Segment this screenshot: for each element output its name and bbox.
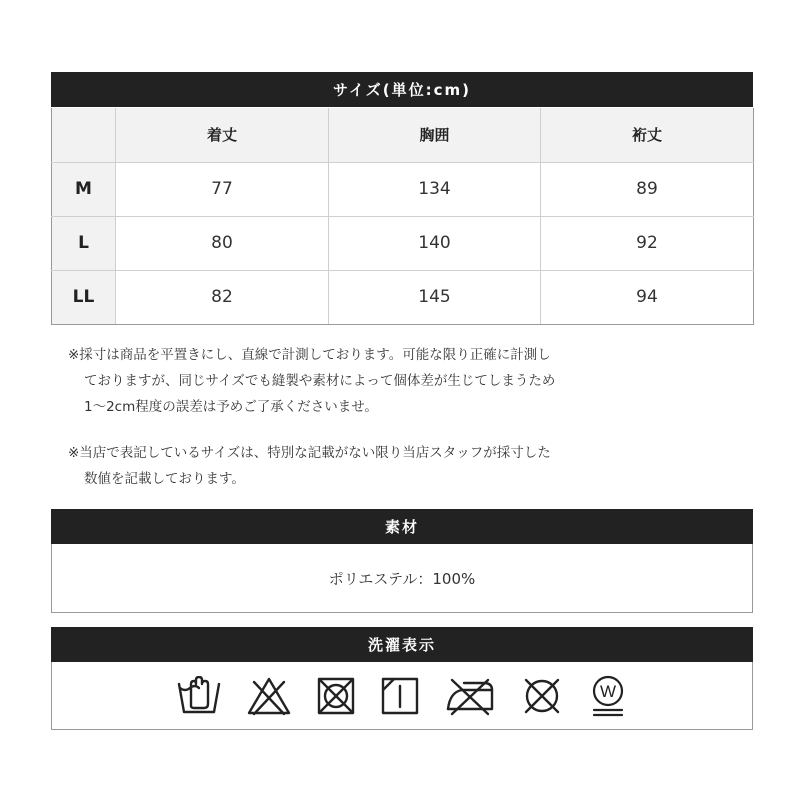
header-chest: 胸囲 <box>329 108 541 162</box>
wet-clean-icon <box>588 674 628 718</box>
header-sleeve: 裄丈 <box>541 108 754 162</box>
table-cell: 82 <box>116 270 329 324</box>
size-table-corner-cell <box>52 108 116 162</box>
table-row <box>52 270 754 324</box>
material-text: ポリエステル：100% <box>328 569 476 588</box>
table-cell: 89 <box>541 162 754 216</box>
care-icons <box>176 674 628 718</box>
table-cell: 145 <box>329 270 541 324</box>
table-row <box>52 216 754 270</box>
size-label-ll: LL <box>52 270 116 324</box>
table-cell: 94 <box>541 270 754 324</box>
material-section-title: 素材 <box>51 509 753 544</box>
hand-wash-icon <box>176 676 222 716</box>
size-label-l: L <box>52 216 116 270</box>
no-dry-clean-icon <box>520 676 564 716</box>
material-box <box>51 544 753 613</box>
note-line: ※当店で表記しているサイズは、特別な記載がない限り当店スタッフが採寸した <box>68 445 551 461</box>
size-section-title: サイズ(単位:cm) <box>51 72 753 107</box>
size-notation-note <box>68 440 551 492</box>
size-label-m: M <box>52 162 116 216</box>
note-line: ※採寸は商品を平置きにし、直線で計測しております。可能な限り正確に計測し <box>68 347 551 363</box>
care-box <box>51 662 753 730</box>
care-section-title: 洗濯表示 <box>51 627 753 662</box>
size-table-header-row <box>52 108 754 162</box>
table-cell: 140 <box>329 216 541 270</box>
note-line: 1～2cm程度の誤差は予めご了承くださいませ。 <box>84 399 378 415</box>
measurement-note <box>68 342 555 420</box>
no-tumble-dry-icon <box>316 676 356 716</box>
no-iron-icon <box>444 676 496 716</box>
table-cell: 77 <box>116 162 329 216</box>
no-bleach-icon <box>246 676 292 716</box>
wet-clean-letter: W <box>599 681 617 701</box>
table-row <box>52 162 754 216</box>
table-cell: 80 <box>116 216 329 270</box>
line-dry-icon <box>380 676 420 716</box>
note-line: ておりますが、同じサイズでも縫製や素材によって個体差が生じてしまうため <box>84 373 556 389</box>
note-line: 数値を記載しております。 <box>84 471 245 487</box>
table-cell: 92 <box>541 216 754 270</box>
table-cell: 134 <box>329 162 541 216</box>
size-table <box>51 108 754 325</box>
header-length: 着丈 <box>116 108 329 162</box>
